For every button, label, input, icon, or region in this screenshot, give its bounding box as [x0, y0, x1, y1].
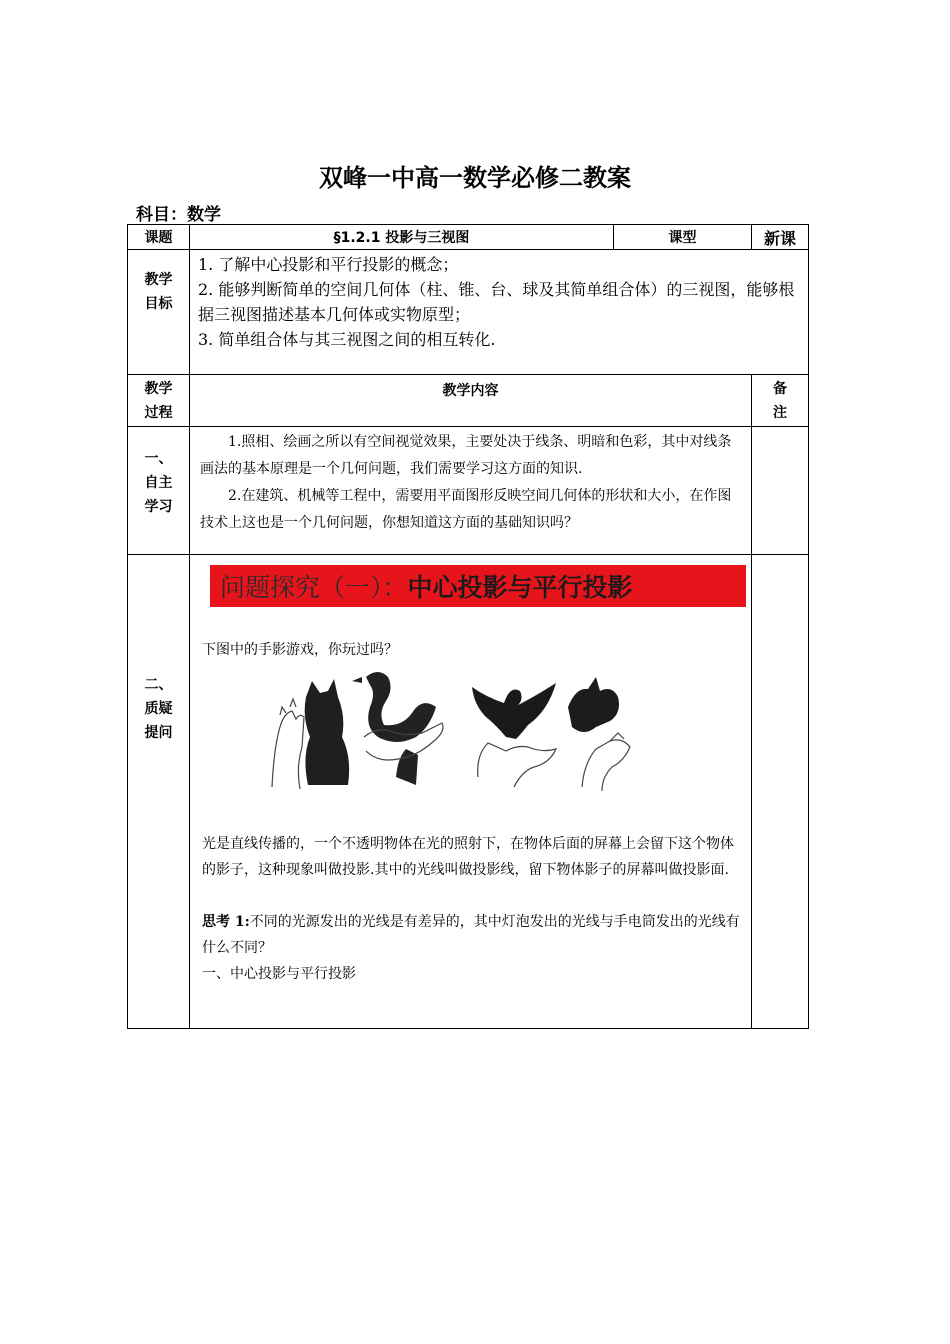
subsection-heading: 一、中心投影与平行投影	[202, 966, 356, 982]
type-value: 新课	[763, 228, 796, 248]
document-title: 双峰一中高一数学必修二教案	[319, 164, 631, 192]
topic-label-cell	[128, 225, 190, 250]
section2-label-3: 提问	[144, 725, 173, 741]
think-text: 不同的光源发出的光线是有差异的，其中灯泡发出的光线与手电筒发出的光线有什么不同？	[202, 914, 740, 956]
section2-label-1: 二、	[144, 677, 173, 693]
hand-shadow-question: 下图中的手影游戏，你玩过吗？	[202, 642, 398, 658]
banner-prefix: 问题探究（一）：	[220, 573, 408, 602]
note-label-1: 备	[773, 381, 787, 397]
goal-line-3: 3. 简单组合体与其三视图之间的相互转化.	[198, 330, 496, 349]
swan-shadow-figure	[352, 672, 443, 785]
rabbit-shadow-figure	[568, 677, 630, 791]
type-value-cell	[752, 225, 809, 250]
type-label: 课型	[668, 230, 697, 246]
goals-label-1: 教学	[144, 272, 173, 288]
goals-label-cell	[128, 250, 190, 375]
section2-label-2: 质疑	[144, 701, 173, 717]
process-label-1: 教学	[144, 381, 173, 397]
section1-label-cell	[128, 427, 190, 555]
topic-value: §1.2.1 投影与三视图	[333, 230, 470, 246]
section2-label-cell	[128, 555, 190, 1029]
section1-content	[190, 427, 752, 555]
think-question-1	[190, 909, 751, 961]
section1-paragraph-1: 1.照相、绘画之所以有空间视觉效果，主要处决于线条、明暗和色彩，其中对线条画法的基本原理是一个几何问题，我们需要学习这方面的知识.	[200, 434, 732, 477]
bird-shadow-figure	[472, 683, 556, 787]
type-label-cell	[614, 225, 752, 250]
subject-label: 科目：数学	[136, 205, 221, 225]
note-header-cell	[752, 375, 809, 427]
goal-line-2: 2. 能够判断简单的空间几何体（柱、锥、台、球及其简单组合体）的三视图，能够根据三视图描述基本几何体或实物原型；	[198, 280, 795, 324]
lesson-plan-table	[127, 224, 809, 1029]
hand-shadow-illustration	[266, 667, 646, 797]
section1-paragraph-2: 2.在建筑、机械等工程中，需要用平面图形反映空间几何体的形状和大小，在作图技术上这也是一个几何问题，你想知道这方面的基础知识吗？	[200, 488, 732, 531]
banner-topic: 中心投影与平行投影	[407, 573, 633, 602]
goals-label-2: 目标	[144, 296, 173, 312]
section2-note-cell	[752, 555, 809, 1029]
process-label-2: 过程	[144, 405, 173, 421]
content-header-cell	[190, 375, 752, 427]
process-label-cell	[128, 375, 190, 427]
section1-label-1: 一、	[144, 451, 173, 467]
content-label: 教学内容	[442, 383, 499, 399]
section1-label-2: 自主	[144, 475, 173, 491]
note-label-2: 注	[773, 405, 787, 421]
section1-note-cell	[752, 427, 809, 555]
projection-definition: 光是直线传播的，一个不透明物体在光的照射下，在物体后面的屏幕上会留下这个物体的影子，这种现象叫做投影.其中的光线叫做投影线，留下物体影子的屏幕叫做投影面.	[202, 836, 734, 878]
goal-line-1: 1. 了解中心投影和平行投影的概念；	[198, 255, 459, 274]
section1-label-3: 学习	[144, 499, 173, 515]
cat-shadow-figure	[272, 679, 349, 789]
goals-content	[190, 250, 809, 375]
topic-label: 课题	[144, 230, 173, 246]
topic-value-cell	[190, 225, 614, 250]
section-banner	[210, 565, 746, 607]
section2-content	[190, 555, 752, 1029]
think-label: 思考 1:	[202, 914, 250, 930]
